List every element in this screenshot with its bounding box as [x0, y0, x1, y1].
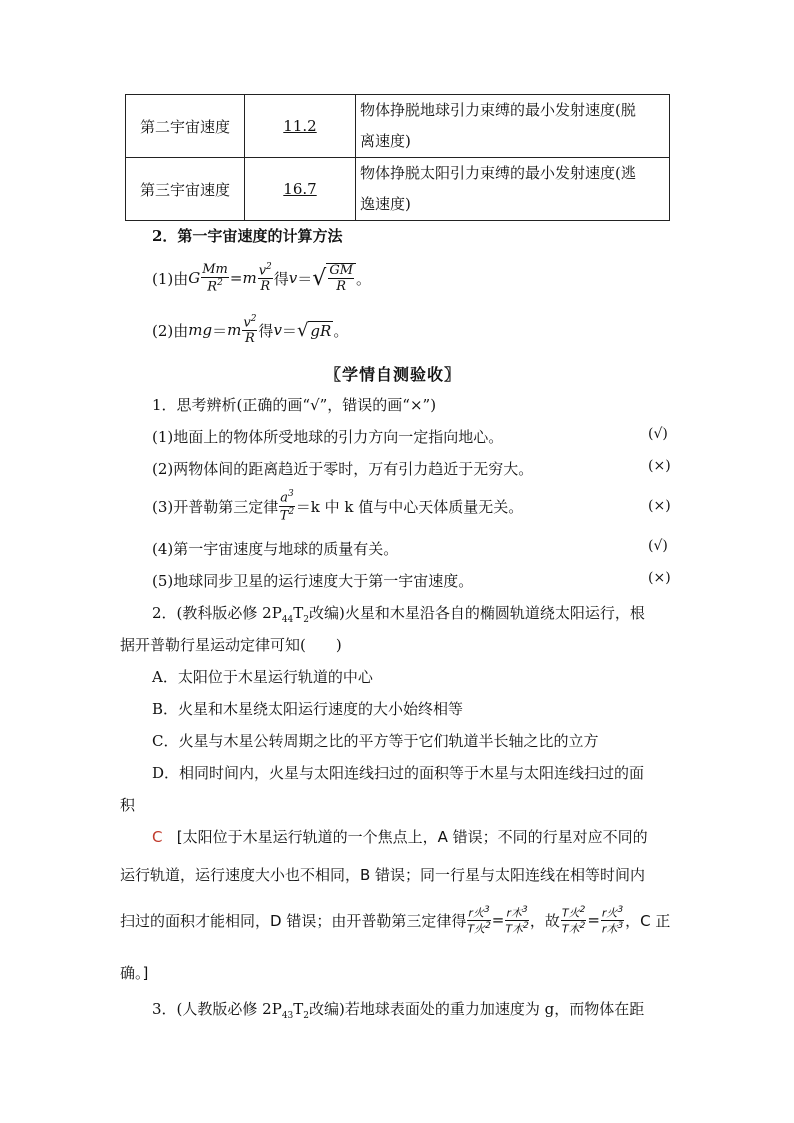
option-d: D．相同时间内，火星与太阳连线扫过的面积等于木星与太阳连线扫过的面 [152, 764, 645, 782]
formula-2: (2)由 mg ＝ m $\frac{v^2}{R}$ 得 v ＝ √ gR 。 [152, 313, 349, 347]
judge-item: (1)地面上的物体所受地球的引力方向一定指向地心。 [152, 428, 504, 446]
velocity-value: 16.7 [283, 180, 317, 198]
explanation-line: C [太阳位于木星运行轨道的一个焦点上，A 错误；不同的行星对应不同的 [152, 828, 648, 846]
explanation-line: 扫过的面积才能相同，D 错误；由开普勒第三定律得 $\frac{r火^3}{T火^2}$ = $\frac{r木^3}{T木^2}$ ，故 $\frac{T火^2}{T木^2}$ = $\frac{r火^3}{r木^3}$ ，C 正 [120, 904, 671, 936]
velocity-name: 第二宇宙速度 [126, 95, 245, 158]
explanation-line: 运行轨道，运行速度大小也不相同，B 错误；同一行星与太阳连线在相等时间内 [120, 866, 646, 884]
judge-item: (5)地球同步卫星的运行速度大于第一宇宙速度。 [152, 572, 474, 590]
table-row [126, 95, 670, 158]
section-header: 〖学情自测验收〗 [325, 365, 462, 384]
method-title: 2．第一宇宙速度的计算方法 [152, 227, 343, 245]
q2-stem-cont: 据开普勒行星运动定律可知( ) [120, 636, 342, 654]
table-row [126, 158, 670, 221]
option-a: A．太阳位于木星运行轨道的中心 [152, 668, 373, 686]
judge-mark: (×) [648, 498, 671, 514]
judge-item: (3)开普勒第三定律 $\frac{a^3}{T^2}$ ＝k 中 k 值与中心天体质量无关。 [152, 489, 524, 523]
q2-stem: 2．(教科版必修 $2P_{44}T_2$改编)火星和木星沿各自的椭圆轨道绕太阳运行，根 [152, 604, 645, 625]
velocity-desc-cont: 离速度) [360, 132, 411, 150]
formula-1: (1)由 G $\frac{Mm}{R^2}$ = m $\frac{v^2}{R}$ 得 v ＝ √ $\frac{GM}{R}$ 。 [152, 261, 372, 295]
q1-title: 1．思考辨析(正确的画“√”，错误的画“×”) [152, 396, 437, 414]
answer-letter: C [152, 828, 163, 846]
velocity-name: 第三宇宙速度 [126, 158, 245, 221]
option-d-cont: 积 [120, 796, 136, 814]
velocity-desc-cont: 逸速度) [360, 195, 411, 213]
cosmic-velocity-table [125, 94, 670, 221]
q3-stem: 3．(人教版必修 $2P_{43}T_2$改编)若地球表面处的重力加速度为 g，而物体在距 [152, 1000, 645, 1021]
explanation-line: 确。] [120, 964, 149, 982]
judge-item: (4)第一宇宙速度与地球的质量有关。 [152, 540, 399, 558]
velocity-desc: 物体挣脱地球引力束缚的最小发射速度(脱 [360, 101, 636, 119]
judge-mark: (√) [648, 538, 668, 554]
judge-mark: (×) [648, 458, 671, 474]
judge-mark: (√) [648, 426, 668, 442]
option-c: C．火星与木星公转周期之比的平方等于它们轨道半长轴之比的立方 [152, 732, 599, 750]
velocity-value: 11.2 [283, 117, 317, 135]
judge-item: (2)两物体间的距离趋近于零时，万有引力趋近于无穷大。 [152, 460, 534, 478]
option-b: B．火星和木星绕太阳运行速度的大小始终相等 [152, 700, 464, 718]
velocity-desc: 物体挣脱太阳引力束缚的最小发射速度(逃 [360, 164, 636, 182]
judge-mark: (×) [648, 570, 671, 586]
